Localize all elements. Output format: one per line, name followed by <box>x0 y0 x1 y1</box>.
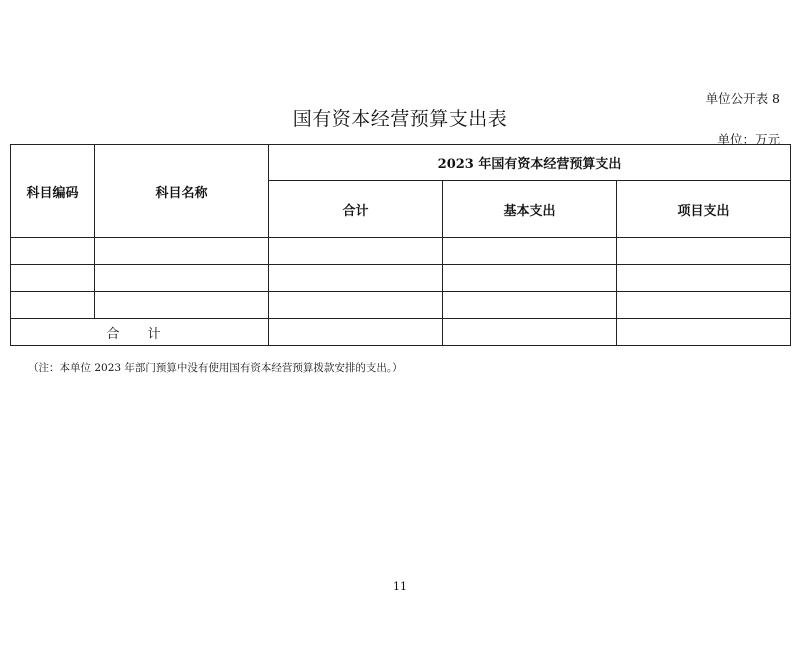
cell-basic <box>443 292 617 319</box>
header-subject-code: 科目编码 <box>11 145 95 238</box>
header-expenditure-group: 2023 年国有资本经营预算支出 <box>269 145 791 181</box>
header-total: 合计 <box>269 181 443 238</box>
page-number: 11 <box>393 580 407 593</box>
table-row <box>11 292 791 319</box>
cell-basic <box>443 265 617 292</box>
footnote: （注：本单位 2023 年部门预算中没有使用国有资本经营预算拨款安排的支出。） <box>28 362 403 374</box>
cell-basic <box>443 238 617 265</box>
cell-project <box>617 292 791 319</box>
cell-total <box>269 265 443 292</box>
cell-name <box>95 265 269 292</box>
cell-code <box>11 265 95 292</box>
unit-label: 单位：万元 <box>717 132 780 147</box>
cell-total <box>269 238 443 265</box>
total-label-cell <box>11 319 269 346</box>
page-title: 国有资本经营预算支出表 <box>292 108 508 130</box>
cell-code <box>11 238 95 265</box>
total-label: 合 计 <box>106 326 173 342</box>
total-value <box>269 319 443 346</box>
total-row <box>11 319 791 346</box>
header-subject-name: 科目名称 <box>95 145 269 238</box>
form-number: 单位公开表 8 <box>705 91 780 106</box>
cell-project <box>617 238 791 265</box>
cell-name <box>95 238 269 265</box>
cell-project <box>617 265 791 292</box>
cell-code <box>11 292 95 319</box>
header-project-expenditure: 项目支出 <box>617 181 791 238</box>
total-basic-value <box>443 319 617 346</box>
header-row <box>11 145 791 181</box>
cell-total <box>269 292 443 319</box>
header-basic-expenditure: 基本支出 <box>443 181 617 238</box>
cell-name <box>95 292 269 319</box>
total-project-value <box>617 319 791 346</box>
budget-table <box>10 144 791 346</box>
table-row <box>11 265 791 292</box>
table-row <box>11 238 791 265</box>
